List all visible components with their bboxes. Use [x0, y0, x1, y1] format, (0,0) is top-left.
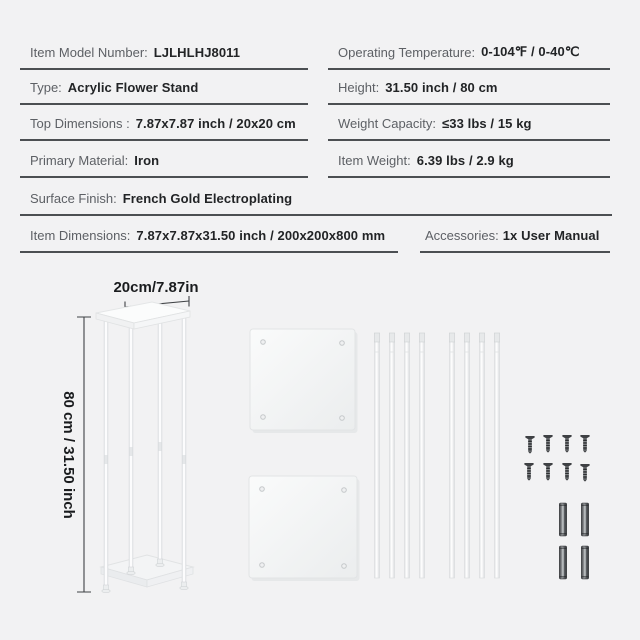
spec-value: 31.50 inch / 80 cm	[385, 80, 498, 95]
acrylic-plate-1	[250, 329, 358, 433]
spec-type	[20, 73, 308, 105]
spec-label: Item Model Number:	[30, 45, 148, 60]
spec-label: Type:	[30, 80, 62, 95]
spec-value: LJLHLHJ8011	[153, 45, 241, 60]
spec-top-dimensions	[20, 108, 308, 141]
spec-value: Acrylic Flower Stand	[67, 80, 199, 95]
width-dimension-label: 20cm/7.87in	[113, 279, 199, 296]
spec-value: French Gold Electroplating	[122, 191, 293, 206]
spec-label: Item Weight:	[338, 153, 411, 168]
spec-value: ≤33 lbs / 15 kg	[442, 116, 532, 131]
spec-label: Weight Capacity:	[338, 116, 437, 131]
spec-height	[328, 73, 610, 105]
spec-value: 0-104℉ / 0-40℃	[481, 44, 580, 59]
height-dimension	[60, 317, 91, 592]
spec-label: Height:	[338, 80, 380, 95]
spec-accessories	[420, 218, 610, 253]
spec-item-model-number	[20, 38, 308, 70]
spec-label: Operating Temperature:	[338, 45, 476, 60]
spec-item-weight	[328, 143, 610, 178]
spec-item-dimensions	[20, 218, 398, 253]
assembly-diagram	[0, 268, 640, 640]
spec-value: 1x User Manual	[502, 228, 600, 243]
height-dimension-label: 80 cm / 31.50 inch	[60, 391, 77, 519]
spec-label: Surface Finish:	[30, 191, 117, 206]
spec-label: Accessories:	[425, 228, 499, 243]
spec-label: Primary Material:	[30, 153, 129, 168]
spec-label: Item Dimensions:	[30, 228, 131, 243]
spec-primary-material	[20, 143, 308, 178]
spec-weight-capacity	[328, 108, 610, 141]
acrylic-plate-2	[249, 476, 360, 581]
spec-value: 6.39 lbs / 2.9 kg	[416, 153, 514, 168]
acrylic-rods	[374, 333, 499, 578]
flower-stand-drawing	[96, 302, 193, 593]
spec-surface-finish	[20, 180, 612, 216]
spec-label: Top Dimensions :	[30, 116, 130, 131]
connector-tubes	[559, 503, 588, 579]
spec-value: Iron	[134, 153, 160, 168]
spec-operating-temperature	[328, 38, 610, 70]
spec-value: 7.87x7.87x31.50 inch / 200x200x800 mm	[136, 228, 386, 243]
screws	[524, 435, 589, 482]
spec-value: 7.87x7.87 inch / 20x20 cm	[135, 116, 296, 131]
